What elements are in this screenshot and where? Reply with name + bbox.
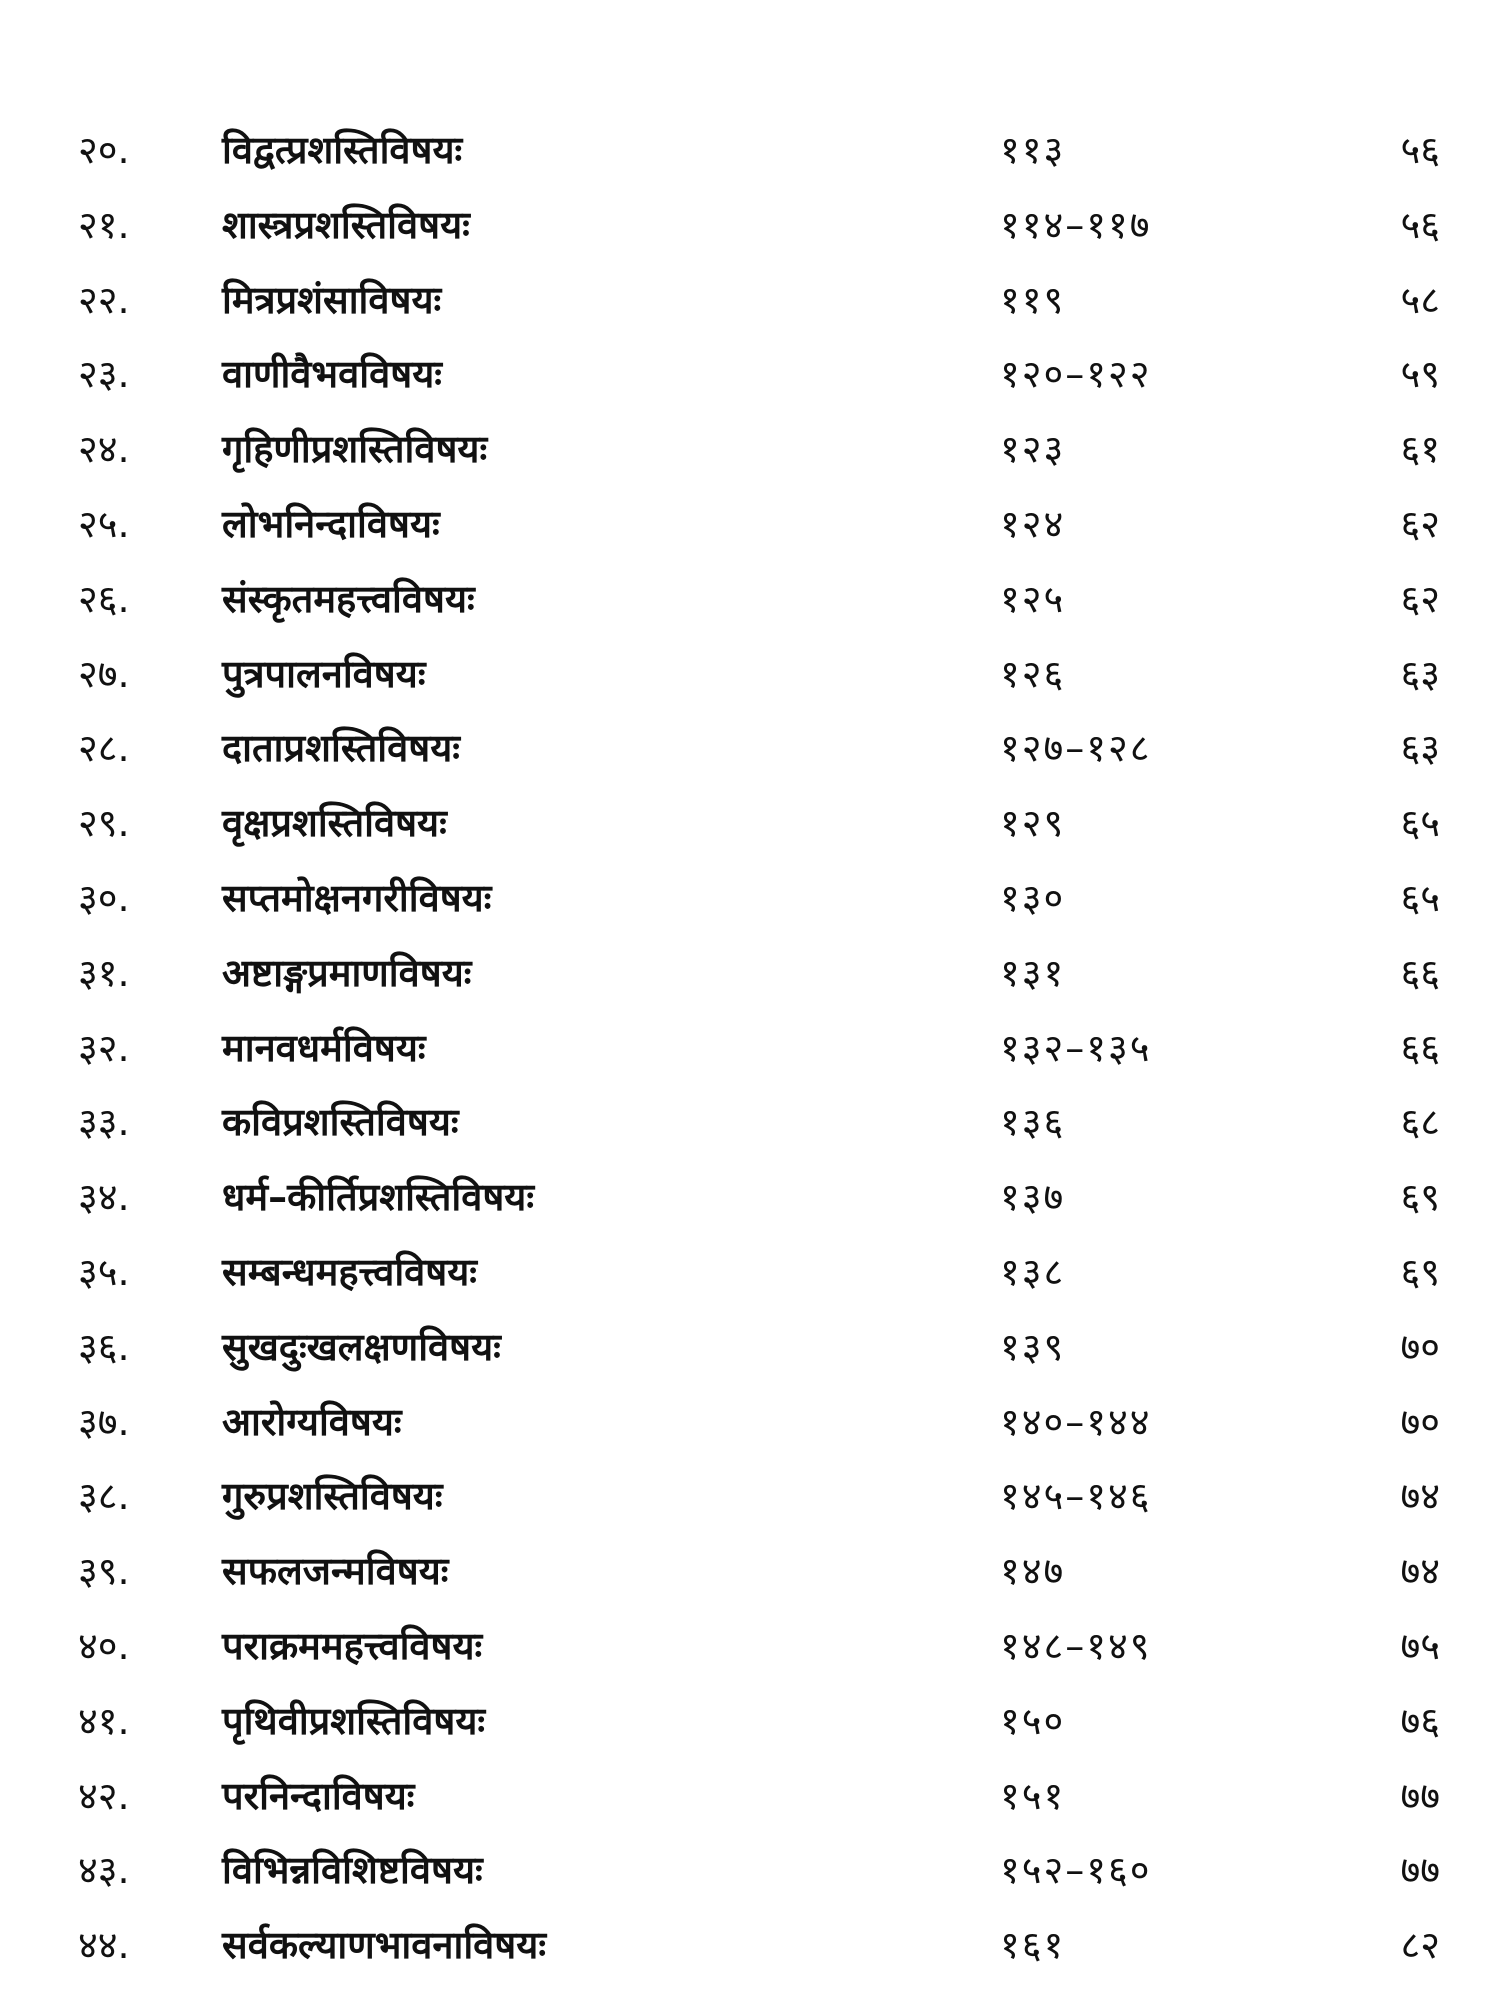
entry-number: ३४. (78, 1175, 130, 1220)
entry-number: ४४. (78, 1923, 130, 1968)
verse-range: १२६ (1000, 651, 1066, 696)
entry-number: ४१. (78, 1698, 130, 1743)
page-number: ७७ (1400, 1848, 1440, 1893)
entry-number: २८. (78, 726, 130, 771)
page-number: ७४ (1400, 1549, 1440, 1594)
entry-number: ३५. (78, 1249, 130, 1294)
verse-range: १२३ (1000, 427, 1066, 472)
entry-number: २३. (78, 352, 130, 397)
verse-range: १३६ (1000, 1100, 1066, 1145)
verse-range: १५१ (1000, 1773, 1066, 1818)
toc-row (0, 1764, 1500, 1839)
toc-row (0, 1240, 1500, 1315)
verse-range: १४७ (1000, 1549, 1066, 1594)
verse-range: ११३ (1000, 128, 1066, 172)
verse-range: १५२–१६० (1000, 1848, 1152, 1893)
page-number: ७४ (1400, 1474, 1440, 1519)
toc-row (0, 567, 1500, 642)
toc-row (0, 1315, 1500, 1390)
entry-number: ३९. (78, 1549, 130, 1594)
verse-range: १६१ (1000, 1923, 1066, 1968)
entry-title: लोभनिन्दाविषयः (222, 501, 440, 546)
entry-number: २७. (78, 651, 130, 696)
entry-number: २०. (78, 128, 130, 172)
verse-range: १३८ (1000, 1249, 1066, 1294)
entry-title: पृथिवीप्रशस्तिविषयः (222, 1698, 486, 1743)
entry-title: सुखदुःखलक्षणविषयः (222, 1324, 501, 1369)
entry-title: दाताप्रशस्तिविषयः (222, 726, 460, 771)
verse-range: १२४ (1000, 501, 1066, 546)
verse-range: ११९ (1000, 277, 1066, 322)
entry-title: वृक्षप्रशस्तिविषयः (222, 801, 447, 846)
entry-number: ३६. (78, 1324, 130, 1369)
entry-title: शास्त्रप्रशस्तिविषयः (222, 202, 470, 247)
page-number: ६५ (1400, 875, 1440, 920)
toc-row (0, 1016, 1500, 1091)
toc-row (0, 866, 1500, 941)
page-number: ८२ (1400, 1923, 1440, 1968)
toc-row (0, 1838, 1500, 1913)
entry-number: २५. (78, 501, 130, 546)
entry-title: गुरुप्रशस्तिविषयः (222, 1474, 443, 1519)
page-number: ६५ (1400, 801, 1440, 846)
verse-range: १३० (1000, 875, 1066, 920)
toc-row (0, 1689, 1500, 1764)
toc-row (0, 268, 1500, 343)
page-number: ६९ (1400, 1175, 1440, 1220)
entry-title: अष्टाङ्गप्रमाणविषयः (222, 950, 472, 995)
page-number: ५६ (1400, 128, 1440, 172)
toc-row (0, 1614, 1500, 1689)
page-number: ६८ (1400, 1100, 1440, 1145)
toc-row (0, 716, 1500, 791)
toc-row (0, 193, 1500, 268)
verse-range: १४५–१४६ (1000, 1474, 1152, 1519)
entry-title: गृहिणीप्रशस्तिविषयः (222, 427, 488, 472)
toc-row (0, 118, 1500, 193)
verse-range: १४८–१४९ (1000, 1623, 1152, 1668)
verse-range: ११४–११७ (1000, 202, 1152, 247)
page-number: ५९ (1400, 352, 1440, 397)
entry-title: पुत्रपालनविषयः (222, 651, 426, 696)
page-number: ७६ (1400, 1698, 1440, 1743)
entry-title: संस्कृतमहत्त्वविषयः (222, 576, 475, 621)
page-number: ६१ (1400, 427, 1440, 472)
entry-title: सफलजन्मविषयः (222, 1549, 449, 1594)
toc-row (0, 492, 1500, 567)
toc-row (0, 1390, 1500, 1465)
entry-title: विभिन्नविशिष्टविषयः (222, 1848, 483, 1893)
entry-title: सप्तमोक्षनगरीविषयः (222, 875, 492, 920)
page-number: ६९ (1400, 1249, 1440, 1294)
entry-number: २४. (78, 427, 130, 472)
verse-range: १२५ (1000, 576, 1066, 621)
page-number: ६२ (1400, 501, 1440, 546)
entry-number: २९. (78, 801, 130, 846)
entry-number: ३१. (78, 950, 130, 995)
entry-title: वाणीवैभवविषयः (222, 352, 442, 397)
entry-title: मित्रप्रशंसाविषयः (222, 277, 442, 322)
toc-row (0, 642, 1500, 717)
entry-number: ४२. (78, 1773, 130, 1818)
entry-number: ४०. (78, 1623, 130, 1668)
page-number: ७५ (1400, 1623, 1440, 1668)
entry-number: ३७. (78, 1399, 130, 1444)
page-number: ६६ (1400, 950, 1440, 995)
entry-number: ३२. (78, 1025, 130, 1070)
toc-row (0, 1165, 1500, 1240)
page-number: ५६ (1400, 202, 1440, 247)
page-number: ७० (1400, 1399, 1440, 1444)
entry-number: २६. (78, 576, 130, 621)
toc-row (0, 1464, 1500, 1539)
entry-title: धर्म–कीर्तिप्रशस्तिविषयः (222, 1175, 535, 1220)
toc-row (0, 941, 1500, 1016)
verse-range: १३२–१३५ (1000, 1025, 1152, 1070)
entry-title: मानवधर्मविषयः (222, 1025, 426, 1070)
toc-row (0, 342, 1500, 417)
toc-row (0, 417, 1500, 492)
page-number: ६३ (1400, 651, 1440, 696)
page-number: ७० (1400, 1324, 1440, 1369)
toc-row (0, 1913, 1500, 1988)
verse-range: १२०–१२२ (1000, 352, 1152, 397)
entry-title: कविप्रशस्तिविषयः (222, 1100, 459, 1145)
verse-range: १२७–१२८ (1000, 726, 1152, 771)
entry-title: आरोग्यविषयः (222, 1399, 402, 1444)
entry-title: विद्वत्प्रशस्तिविषयः (222, 128, 463, 172)
page-number: ६२ (1400, 576, 1440, 621)
entry-number: ४३. (78, 1848, 130, 1893)
entry-number: ३३. (78, 1100, 130, 1145)
verse-range: १३१ (1000, 950, 1066, 995)
toc-row (0, 1090, 1500, 1165)
entry-title: सम्बन्धमहत्त्वविषयः (222, 1249, 477, 1294)
verse-range: १२९ (1000, 801, 1066, 846)
toc-row (0, 791, 1500, 866)
table-of-contents (0, 118, 1500, 1988)
verse-range: १४०–१४४ (1000, 1399, 1152, 1444)
verse-range: १५० (1000, 1698, 1066, 1743)
page-number: ६६ (1400, 1025, 1440, 1070)
page-number: ५८ (1400, 277, 1440, 322)
page-number: ६३ (1400, 726, 1440, 771)
entry-number: ३०. (78, 875, 130, 920)
page-number: ७७ (1400, 1773, 1440, 1818)
entry-number: २१. (78, 202, 130, 247)
entry-number: ३८. (78, 1474, 130, 1519)
entry-title: परनिन्दाविषयः (222, 1773, 415, 1818)
verse-range: १३९ (1000, 1324, 1066, 1369)
toc-row (0, 1539, 1500, 1614)
entry-title: पराक्रममहत्त्वविषयः (222, 1623, 483, 1668)
entry-title: सर्वकल्याणभावनाविषयः (222, 1923, 546, 1968)
entry-number: २२. (78, 277, 130, 322)
verse-range: १३७ (1000, 1175, 1066, 1220)
